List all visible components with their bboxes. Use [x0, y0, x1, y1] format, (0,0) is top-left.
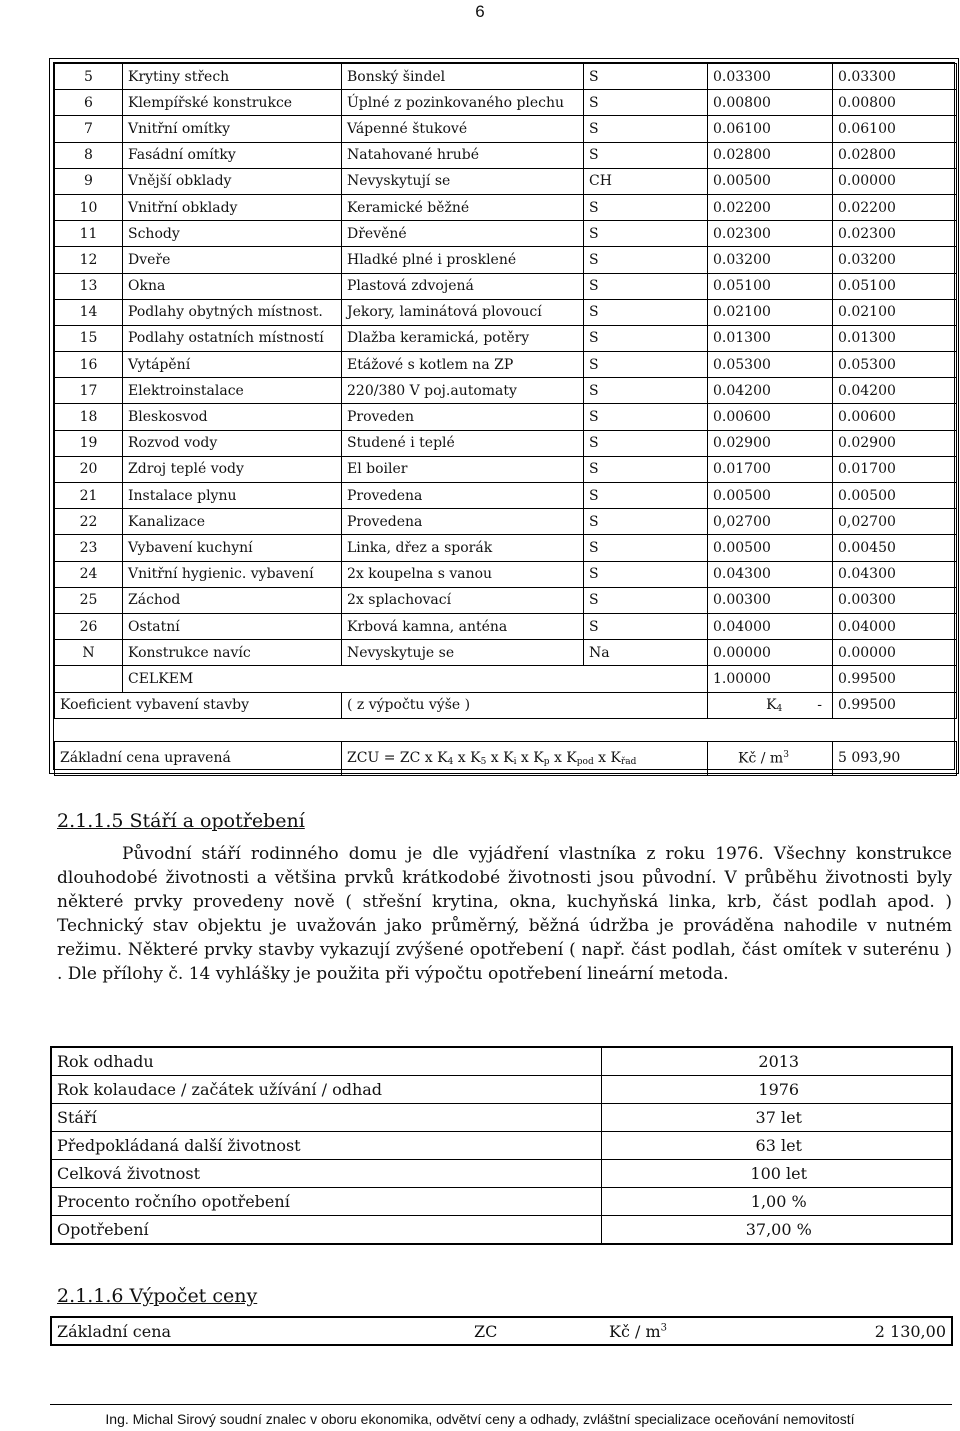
footer-text: Ing. Michal Sirový soudní znalec v oboru ekonomika, odvětví ceny a odhady, zvláštní specializace oceňování nemovitostí [105, 1411, 855, 1427]
table-row [55, 535, 957, 561]
base-price-table [50, 1316, 953, 1346]
row-number: 14 [55, 299, 123, 325]
component-share: 0.00800 [708, 90, 833, 116]
component-adjusted-share: 0.00600 [833, 404, 957, 430]
component-code: S [584, 221, 708, 247]
component-code: S [584, 483, 708, 509]
component-adjusted-share: 0.03300 [833, 64, 957, 90]
component-share: 0.00300 [708, 587, 833, 613]
table-row [55, 456, 957, 482]
age-label: Rok kolaudace / začátek užívání / odhad [51, 1076, 601, 1104]
table-row [55, 194, 957, 220]
component-share: 0.04200 [708, 378, 833, 404]
age-value: 63 let [601, 1132, 952, 1160]
coefficient-value: 0.99500 [833, 692, 957, 718]
component-share: 0.05300 [708, 352, 833, 378]
component-type: Hladké plné i prosklené [342, 247, 584, 273]
component-code: S [584, 247, 708, 273]
component-code: S [584, 535, 708, 561]
component-share: 0.03200 [708, 247, 833, 273]
component-code: S [584, 352, 708, 378]
component-type: Vápenné štukové [342, 116, 584, 142]
component-adjusted-share: 0.02100 [833, 299, 957, 325]
component-adjusted-share: 0.04300 [833, 561, 957, 587]
component-code: S [584, 404, 708, 430]
row-number: 15 [55, 325, 123, 351]
component-share: 0.04300 [708, 561, 833, 587]
component-code: S [584, 299, 708, 325]
component-code: S [584, 325, 708, 351]
component-code: CH [584, 168, 708, 194]
component-type: Linka, dřez a sporák [342, 535, 584, 561]
component-name: Ostatní [123, 613, 342, 639]
table-row [55, 116, 957, 142]
age-value: 100 let [601, 1160, 952, 1188]
component-share: 0.00500 [708, 483, 833, 509]
component-adjusted-share: 0.05100 [833, 273, 957, 299]
adjusted-price-row [55, 741, 957, 775]
age-label: Celková životnost [51, 1160, 601, 1188]
coefficient-symbol: K4 - [708, 692, 833, 718]
component-adjusted-share: 0.00800 [833, 90, 957, 116]
component-adjusted-share: 0.02200 [833, 194, 957, 220]
component-type: Keramické běžné [342, 194, 584, 220]
component-adjusted-share: 0.05300 [833, 352, 957, 378]
row-number: 12 [55, 247, 123, 273]
component-type: Bonský šindel [342, 64, 584, 90]
component-code: S [584, 142, 708, 168]
component-code: S [584, 587, 708, 613]
component-share: 0.00600 [708, 404, 833, 430]
table-row [55, 613, 957, 639]
table-row [55, 352, 957, 378]
base-price-unit: Kč / $m^3$ [609, 1321, 668, 1341]
adjusted-price-unit: Kč / $m^3$ [708, 741, 833, 775]
components-table [54, 63, 957, 776]
component-share: 0.01700 [708, 456, 833, 482]
spacer-row [55, 718, 957, 741]
total-row [55, 666, 957, 692]
component-type: Krbová kamna, anténa [342, 613, 584, 639]
component-code: S [584, 194, 708, 220]
component-adjusted-share: 0.01700 [833, 456, 957, 482]
table-row [51, 1104, 952, 1132]
component-code: S [584, 509, 708, 535]
row-number: 25 [55, 587, 123, 613]
table-row [55, 509, 957, 535]
coefficient-note: ( z výpočtu výše ) [342, 692, 708, 718]
component-name: Rozvod vody [123, 430, 342, 456]
base-price-abbr: ZC [474, 1321, 498, 1341]
component-name: Elektroinstalace [123, 378, 342, 404]
component-code: S [584, 613, 708, 639]
age-value: 37,00 % [601, 1216, 952, 1245]
coefficient-row [55, 692, 957, 718]
component-type: Etážové s kotlem na ZP [342, 352, 584, 378]
table-row [55, 168, 957, 194]
age-value: 1976 [601, 1076, 952, 1104]
component-type: 2x koupelna s vanou [342, 561, 584, 587]
component-share: 0.04000 [708, 613, 833, 639]
component-type: Nevyskytuje se [342, 640, 584, 666]
row-number: 21 [55, 483, 123, 509]
adjusted-price-value: 5 093,90 [833, 741, 957, 775]
row-number: 19 [55, 430, 123, 456]
age-label: Rok odhadu [51, 1047, 601, 1076]
row-number: 22 [55, 509, 123, 535]
row-number: 8 [55, 142, 123, 168]
component-type: Dlažba keramická, potěry [342, 325, 584, 351]
component-name: Záchod [123, 587, 342, 613]
component-adjusted-share: 0.00300 [833, 587, 957, 613]
table-row [55, 378, 957, 404]
component-share: 0,02700 [708, 509, 833, 535]
row-number: 11 [55, 221, 123, 247]
row-number: 20 [55, 456, 123, 482]
table-row [51, 1076, 952, 1104]
section-heading-age: 2.1.1.5 Stáří a opotřebení [57, 810, 305, 832]
component-name: Instalace plynu [123, 483, 342, 509]
component-share: 0.06100 [708, 116, 833, 142]
table-row [55, 587, 957, 613]
total-adjusted-share: 0.99500 [833, 666, 957, 692]
component-code: S [584, 561, 708, 587]
total-share: 1.00000 [708, 666, 833, 692]
table-row [51, 1160, 952, 1188]
component-code: S [584, 430, 708, 456]
row-number: 26 [55, 613, 123, 639]
table-row [55, 483, 957, 509]
age-label: Stáří [51, 1104, 601, 1132]
table-row [55, 640, 957, 666]
component-adjusted-share: 0.01300 [833, 325, 957, 351]
age-value: 2013 [601, 1047, 952, 1076]
table-row [55, 561, 957, 587]
component-code: S [584, 378, 708, 404]
row-number: 18 [55, 404, 123, 430]
component-share: 0.00500 [708, 535, 833, 561]
total-label: CELKEM [123, 666, 708, 692]
row-number: 5 [55, 64, 123, 90]
component-type: Jekory, laminátová plovoucí [342, 299, 584, 325]
table-row [55, 299, 957, 325]
age-paragraph-text: Původní stáří rodinného domu je dle vyjádření vlastníka z roku 1976. Všechny konstrukce dlouhodobé životnosti a většina prvků krátkodobé životnosti jsou původní. V průběhu životnosti byly některé prvky provedeny nově ( střešní krytina, okna, kuchyňská linka, krb, část podlah apod. ) Technický stav objektu je uvažován jako průměrný, běžná údržba je prováděna nahodile v nutném režimu. Některé prvky stavby vykazují zvýšené opotřebení ( např. část podlah, část omítek v suterénu ) . Dle přílohy č. 14 vyhlášky je použita při výpočtu opotřebení lineární metoda. [57, 844, 952, 984]
page-number: 6 [475, 2, 485, 21]
table-row [51, 1216, 952, 1245]
component-share: 0.00000 [708, 640, 833, 666]
component-type: 2x splachovací [342, 587, 584, 613]
component-share: 0.02300 [708, 221, 833, 247]
base-price-value: 2 130,00 [874, 1321, 946, 1341]
component-name: Vytápění [123, 352, 342, 378]
component-type: Plastová zdvojená [342, 273, 584, 299]
component-adjusted-share: 0.06100 [833, 116, 957, 142]
table-row [51, 1188, 952, 1216]
component-adjusted-share: 0.00500 [833, 483, 957, 509]
component-adjusted-share: 0,02700 [833, 509, 957, 535]
component-type: Proveden [342, 404, 584, 430]
row-number: 17 [55, 378, 123, 404]
table-row [55, 142, 957, 168]
component-code: S [584, 64, 708, 90]
component-name: Vnitřní hygienic. vybavení [123, 561, 342, 587]
component-name: Krytiny střech [123, 64, 342, 90]
row-number: 23 [55, 535, 123, 561]
component-name: Podlahy ostatních místností [123, 325, 342, 351]
component-name: Vnější obklady [123, 168, 342, 194]
component-name: Podlahy obytných místnost. [123, 299, 342, 325]
component-type: Studené i teplé [342, 430, 584, 456]
base-price-label: Základní cena [57, 1321, 172, 1341]
section-heading-price: 2.1.1.6 Výpočet ceny [57, 1285, 258, 1307]
component-share: 0.03300 [708, 64, 833, 90]
row-number: 16 [55, 352, 123, 378]
row-number: 24 [55, 561, 123, 587]
table-row [55, 221, 957, 247]
component-type: 220/380 V poj.automaty [342, 378, 584, 404]
component-name: Vnitřní omítky [123, 116, 342, 142]
row-number: 6 [55, 90, 123, 116]
table-row [55, 273, 957, 299]
component-name: Klempířské konstrukce [123, 90, 342, 116]
component-type: Provedena [342, 483, 584, 509]
row-number: 10 [55, 194, 123, 220]
component-share: 0.02200 [708, 194, 833, 220]
component-adjusted-share: 0.03200 [833, 247, 957, 273]
component-name: Kanalizace [123, 509, 342, 535]
row-number: 13 [55, 273, 123, 299]
base-price-row [51, 1317, 952, 1345]
adjusted-price-label: Základní cena upravená [55, 741, 342, 775]
component-share: 0.00500 [708, 168, 833, 194]
component-name: Konstrukce navíc [123, 640, 342, 666]
component-share: 0.02900 [708, 430, 833, 456]
component-adjusted-share: 0.04000 [833, 613, 957, 639]
component-type: El boiler [342, 456, 584, 482]
component-adjusted-share: 0.00000 [833, 168, 957, 194]
row-number: N [55, 640, 123, 666]
adjusted-price-formula: ZCU = ZC x K4 x K5 x Ki x Kp x Kpod x Křad [342, 741, 708, 775]
component-name: Vnitřní obklady [123, 194, 342, 220]
table-row [51, 1132, 952, 1160]
component-share: 0.02100 [708, 299, 833, 325]
component-type: Nevyskytují se [342, 168, 584, 194]
component-name: Okna [123, 273, 342, 299]
table-row [55, 90, 957, 116]
footer-rule [50, 1404, 952, 1405]
age-paragraph [57, 842, 952, 986]
component-name: Schody [123, 221, 342, 247]
component-name: Bleskosvod [123, 404, 342, 430]
component-name: Zdroj teplé vody [123, 456, 342, 482]
component-code: S [584, 90, 708, 116]
table-row [55, 64, 957, 90]
row-number: 9 [55, 168, 123, 194]
component-code: S [584, 456, 708, 482]
component-adjusted-share: 0.00000 [833, 640, 957, 666]
component-share: 0.02800 [708, 142, 833, 168]
component-adjusted-share: 0.00450 [833, 535, 957, 561]
component-share: 0.01300 [708, 325, 833, 351]
table-row [55, 247, 957, 273]
component-share: 0.05100 [708, 273, 833, 299]
table-row [55, 404, 957, 430]
component-name: Fasádní omítky [123, 142, 342, 168]
component-adjusted-share: 0.02900 [833, 430, 957, 456]
age-label: Procento ročního opotřebení [51, 1188, 601, 1216]
row-number: 7 [55, 116, 123, 142]
component-type: Dřevěné [342, 221, 584, 247]
components-table-frame [49, 58, 959, 774]
component-adjusted-share: 0.02300 [833, 221, 957, 247]
component-adjusted-share: 0.04200 [833, 378, 957, 404]
coefficient-label: Koeficient vybavení stavby [55, 692, 342, 718]
component-code: S [584, 273, 708, 299]
component-type: Úplné z pozinkovaného plechu [342, 90, 584, 116]
component-name: Dveře [123, 247, 342, 273]
age-table [50, 1046, 953, 1245]
table-row [55, 430, 957, 456]
table-row [55, 325, 957, 351]
age-value: 37 let [601, 1104, 952, 1132]
age-label: Opotřebení [51, 1216, 601, 1245]
age-label: Předpokládaná další životnost [51, 1132, 601, 1160]
component-code: S [584, 116, 708, 142]
component-code: Na [584, 640, 708, 666]
table-row [51, 1047, 952, 1076]
component-type: Natahované hrubé [342, 142, 584, 168]
component-name: Vybavení kuchyní [123, 535, 342, 561]
component-adjusted-share: 0.02800 [833, 142, 957, 168]
age-value: 1,00 % [601, 1188, 952, 1216]
component-type: Provedena [342, 509, 584, 535]
